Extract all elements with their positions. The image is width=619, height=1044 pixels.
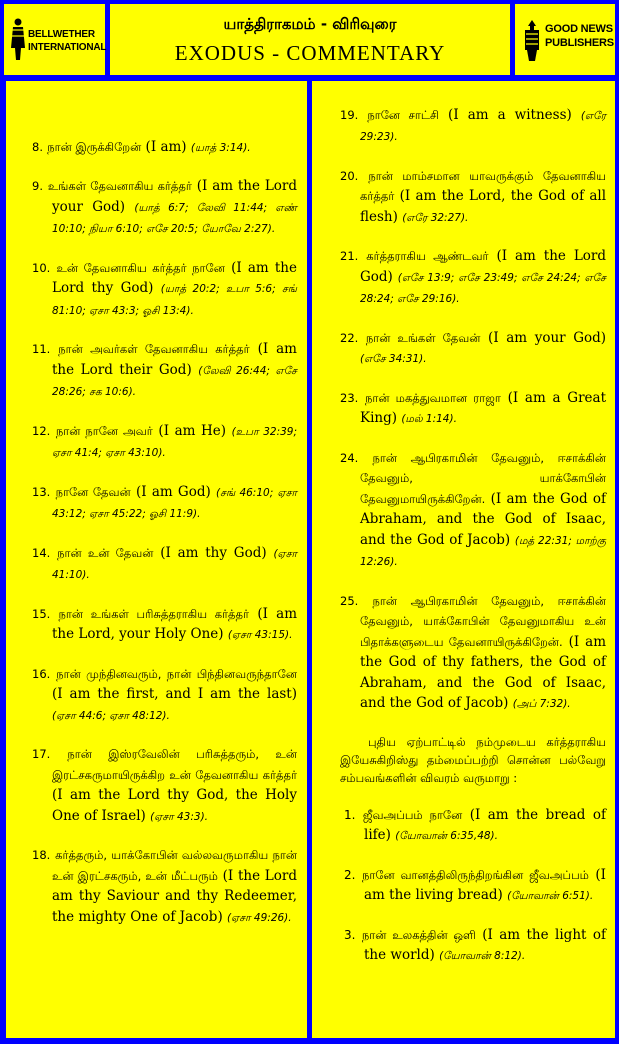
entry-num: 20. — [340, 168, 359, 183]
entry-ta: நானே சாட்சி — [367, 107, 439, 122]
entry-num: 10. — [32, 260, 51, 275]
bell-figure-icon — [10, 18, 26, 62]
list-item — [32, 176, 297, 240]
entry-num: 9. — [32, 179, 43, 193]
logo-right-line-1: GOOD NEWS — [545, 23, 613, 35]
list-item — [340, 105, 606, 148]
logo-left-line-1: BELLWETHER — [28, 29, 95, 40]
entry-ta: உன் தேவனாகிய கர்த்தர் நானே — [56, 260, 225, 275]
entry-ta: நான் இஸ்ரவேலின் பரிசுத்தரும், உன் இரட்சகருமாயிருக்கிற உன் தேவனாகிய கர்த்தர் — [52, 747, 297, 782]
list-item — [32, 339, 297, 403]
entry-ta: நான் ஆபிரகாமின் தேவனும், ஈசாக்கின் தேவனும், யாக்கோபின் தேவனுமாயிருக்கிறேன். — [360, 450, 606, 506]
entry-ref: (யாத் 3:14). — [190, 141, 251, 154]
entry-ref: (ஏசா 43:3). — [150, 810, 209, 823]
entry-ta: நானே தேவன் — [55, 484, 131, 499]
entry-en: (I am the Lord your God) — [52, 178, 298, 215]
list-item — [32, 543, 297, 586]
intro-paragraph: புதிய ஏற்பாட்டில் நம்முடைய கர்த்தராகிய இயேசுகிறிஸ்து தம்மைப்பற்றி சொன்ன பல்வேறு சம்பவங்களின் விவரம் வருமாறு : — [340, 734, 606, 785]
entry-ref: (ஏசா 44:6; ஏசா 48:12). — [52, 709, 170, 722]
entry-num: 14. — [32, 545, 51, 560]
entry-num: 19. — [340, 107, 359, 122]
list-item — [340, 448, 606, 573]
entry-ta: ஜீவஅப்பம் நானே — [362, 807, 463, 822]
entry-num: 16. — [32, 666, 51, 681]
entry-ta: நான் இருக்கிறேன் — [47, 139, 142, 154]
entry-ta: கர்த்தராகிய ஆண்டவர் — [366, 249, 489, 263]
bellwether-logo — [4, 4, 105, 75]
entry-ref: (லேவி 26:44; எசே 28:26; சக 10:6). — [52, 364, 298, 398]
list-item — [340, 591, 606, 715]
entry-ta: உங்கள் தேவனாகிய கர்த்தர் — [47, 179, 192, 193]
list-item — [32, 258, 297, 322]
right-column — [312, 81, 615, 1038]
entry-en: (I am the God of Abraham, and the God of Isaac, and the God of Jacob) — [360, 490, 606, 548]
entry-num: 1. — [344, 807, 356, 822]
entry-num: 23. — [340, 390, 359, 405]
entry-ref: (ஏசா 49:26). — [227, 911, 292, 924]
title-tamil: யாத்திராகமம் - விரிவுரை — [223, 15, 397, 33]
entry-en: (I am He) — [158, 422, 227, 439]
entry-en: (I am the bread of life) — [364, 806, 606, 843]
list-item — [32, 482, 297, 525]
entry-num: 25. — [340, 593, 359, 608]
entry-num: 17. — [32, 747, 51, 761]
list-item — [340, 865, 606, 907]
entry-ref: (எசே 13:9; எசே 23:49; எசே 24:24; எசே 28:24; எசே 29:16). — [360, 271, 606, 305]
entry-num: 24. — [340, 450, 359, 465]
entry-en: (I am the living bread) — [364, 866, 606, 903]
entry-en: (I the Lord am thy Saviour and thy Redeemer, the mighty One of Jacob) — [52, 867, 297, 925]
entry-ta: நான் உங்கள் தேவன் — [365, 330, 481, 345]
entry-en: (I am the Lord, your Holy One) — [52, 605, 298, 642]
entry-ta: நான் ஆபிரகாமின் தேவனும், ஈசாக்கின் தேவனும், யாக்கோபின் தேவனுமாகிய உன் பிதாக்களுடைய தேவனாயிருக்கிறேன். — [360, 593, 606, 649]
entry-ta: கர்த்தரும், யாக்கோபின் வல்லவருமாகிய நான் உன் இரட்சகரும், உன் மீட்பரும் — [52, 848, 298, 883]
entry-en: (I am the Lord thy God) — [52, 259, 297, 296]
list-item — [32, 744, 297, 827]
entry-ref: (எரே 32:27). — [402, 211, 469, 224]
entry-num: 3. — [344, 927, 356, 942]
list-item — [32, 421, 297, 464]
list-item — [32, 137, 297, 159]
entry-en: (I am) — [145, 138, 187, 155]
entry-ta: நான் முந்தினவரும், நான் பிந்தினவருந்தானே — [56, 666, 297, 681]
entry-ref: (ஏசா 41:10). — [52, 547, 298, 581]
entry-en: (I am the Lord, the God of all flesh) — [360, 188, 607, 225]
entry-ref: (உபா 32:39; ஏசா 41:4; ஏசா 43:10). — [52, 425, 298, 459]
entry-num: 13. — [32, 484, 51, 499]
list-item — [32, 664, 297, 727]
entry-ta: நான் மாம்சமான யாவருக்கும் தேவனாகிய கர்த்தர் — [360, 168, 606, 203]
list-item — [340, 925, 606, 967]
entry-num: 12. — [32, 423, 51, 438]
left-column — [6, 81, 307, 1038]
entry-num: 2. — [344, 867, 356, 882]
entry-en: (I am the Lord their God) — [52, 341, 297, 378]
entry-en: (I am the light of the world) — [364, 926, 606, 963]
entry-num: 22. — [340, 330, 359, 345]
entry-ta: நான் நானே அவர் — [55, 423, 153, 438]
entry-en: (I am the Lord thy God, the Holy One of Israel) — [52, 787, 297, 824]
title-english: EXODUS - COMMENTARY — [174, 41, 446, 65]
list-item — [340, 166, 606, 229]
entry-ta: நான் உலகத்தின் ஒளி — [361, 927, 476, 942]
entry-ref: (எசே 34:31). — [360, 353, 427, 365]
entry-ref: (மல் 1:14). — [401, 413, 457, 425]
list-item — [340, 328, 606, 370]
entry-num: 11. — [32, 342, 51, 356]
entry-ref: (யோவான் 8:12). — [439, 950, 526, 962]
torch-figure-icon — [521, 18, 543, 62]
entry-ref: (மத் 22:31; மாற்கு 12:26). — [360, 534, 606, 568]
entry-en: (I am a witness) — [448, 106, 572, 123]
entry-en: (I am a Great King) — [360, 389, 607, 426]
logo-left-line-2: INTERNATIONAL — [28, 42, 107, 53]
entry-en: (I am the God of thy fathers, the God of Abraham, and the God of Isaac, and the God of Jacob) — [360, 633, 607, 711]
list-item — [32, 845, 297, 928]
entry-num: 8. — [32, 139, 43, 154]
entry-ref: (யாத் 6:7; லேவி 11:44; எண் 10:10; நியா 6:10; எசே 20:5; யோவே 2:27). — [52, 201, 297, 235]
list-item — [340, 805, 606, 847]
entry-ta: நான் உன் தேவன் — [57, 545, 154, 560]
entry-en: (I am your God) — [488, 329, 607, 346]
entry-ref: (எரே 29:23). — [360, 109, 606, 143]
entry-num: 21. — [340, 249, 359, 263]
entry-ta: நான் அவர்கள் தேவனாகிய கர்த்தர் — [58, 342, 250, 356]
entry-ref: (யாத் 20:2; உபா 5:6; சங் 81:10; ஏசா 43:3; ஓசி 13:4). — [52, 283, 298, 317]
entry-ta: நான் உங்கள் பரிசுத்தராகிய கர்த்தர் — [58, 606, 250, 621]
entry-ref: (அப் 7:32). — [512, 698, 571, 710]
entry-en: (I am the first, and I am the last) — [52, 686, 297, 702]
list-item — [32, 604, 297, 646]
logo-right-line-2: PUBLISHERS — [545, 37, 614, 49]
entry-ref: (சங் 46:10; ஏசா 43:12; ஏசா 45:22; ஓசி 11:9). — [52, 486, 298, 520]
entry-en: (I am thy God) — [160, 544, 267, 561]
entry-ta: நான் மகத்துவமான ராஜா — [365, 390, 501, 405]
entry-ref: (யோவான் 6:35,48). — [395, 830, 498, 842]
entry-ref: (யோவான் 6:51). — [507, 890, 594, 902]
title-box — [110, 4, 510, 75]
entry-ta: நானே வானத்திலிருந்திறங்கின ஜீவஅப்பம் — [361, 867, 589, 882]
entry-ref: (ஏசா 43:15). — [227, 629, 293, 641]
list-item — [340, 388, 606, 430]
entry-en: (I am the Lord God) — [360, 248, 607, 285]
entry-num: 18. — [32, 848, 51, 862]
list-item — [340, 246, 606, 310]
entry-en: (I am God) — [135, 483, 211, 500]
good-news-logo — [515, 4, 615, 75]
entry-num: 15. — [32, 606, 51, 621]
